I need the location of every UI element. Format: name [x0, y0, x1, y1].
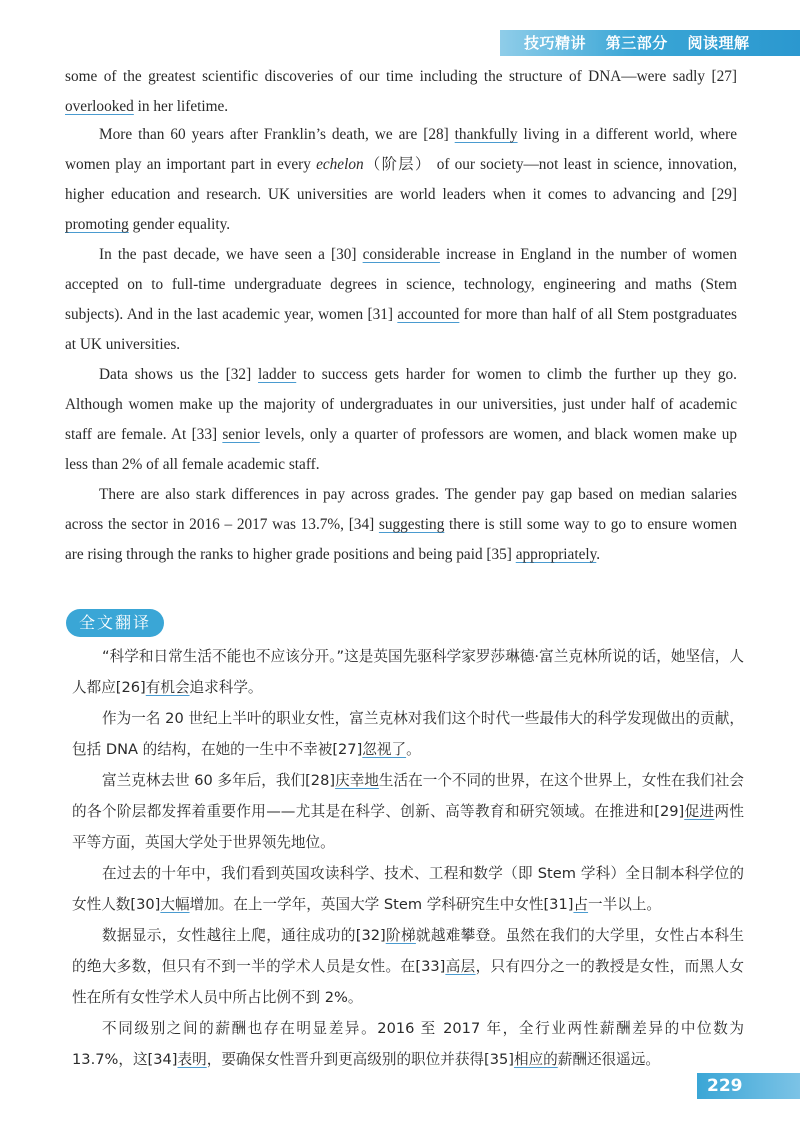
answer-word: 相应的 — [513, 1051, 558, 1068]
chinese-paragraph: 不同级别之间的薪酬也存在明显差异。2016 至 2017 年，全行业两性薪酬差异的中位数为 13.7%，这[34]表明，要确保女性晋升到更高级别的职位并获得[35]相应的薪酬还很遥远。 — [72, 1020, 744, 1068]
answer-word: promoting — [65, 216, 129, 233]
header-item: 第三部分 — [605, 34, 668, 52]
chinese-paragraph: “科学和日常生活不能也不应该分开。”这是英国先驱科学家罗莎琳德·富兰克林所说的话，她坚信，人人都应[26]有机会追求科学。 — [72, 648, 744, 696]
answer-word: 阶梯 — [385, 927, 416, 944]
english-passage-continued — [65, 120, 737, 570]
answer-word: suggesting — [378, 516, 445, 533]
english-passage — [65, 62, 737, 122]
header-item: 阅读理解 — [687, 34, 750, 52]
answer-word: 忽视了 — [362, 741, 407, 758]
answer-word: 大幅 — [160, 896, 190, 913]
section-title-badge: 全文翻译 — [66, 609, 164, 637]
answer-word: appropriately — [515, 546, 597, 563]
chinese-paragraph: 在过去的十年中，我们看到英国攻读科学、技术、工程和数学（即 Stem 学科）全日制本科学位的女性人数[30]大幅增加。在上一学年，英国大学 Stem 学科研究生中女性[31]占一半以上。 — [72, 865, 744, 913]
english-paragraph: There are also stark differences in pay across grades. The gender pay gap based on median salaries across the sector in 2016 – 2017 was 13.7%, [34] suggesting there is still some way to go to ensure women are rising through the ranks to higher grade positions and being paid [35] appropriately. — [65, 486, 738, 563]
answer-word: 占 — [573, 896, 589, 913]
answer-word: ladder — [258, 366, 297, 383]
answer-word: 促进 — [684, 803, 715, 820]
answer-word: accounted — [397, 306, 460, 323]
answer-word: 有机会 — [145, 679, 190, 696]
italic-term: echelon — [316, 156, 364, 173]
chinese-translation — [72, 641, 744, 1075]
chinese-paragraph: 富兰克林去世 60 多年后，我们[28]庆幸地生活在一个不同的世界，在这个世界上，女性在我们社会的各个阶层都发挥着重要作用——尤其是在科学、创新、高等教育和研究领域。在推进和[29]促进两性平等方面，英国大学处于世界领先地位。 — [72, 772, 744, 851]
answer-word: 庆幸地 — [335, 772, 379, 789]
answer-word: overlooked — [65, 98, 134, 115]
english-paragraph: In the past decade, we have seen a [30] considerable increase in England in the number of women accepted on to full-time undergraduate degrees in science, technology, engineering and maths (Stem subjects). And in the last academic year, women [31] accounted for more than half of all Stem postgraduates at UK universities. — [65, 246, 737, 353]
english-paragraph: More than 60 years after Franklin’s death, we are [28] thankfully living in a different world, where women play an important part in every echelon（阶层） of our society—not least in science, innovation, higher education and research. UK universities are world leaders when it comes to advancing and [29] promoting gender equality. — [65, 126, 738, 233]
page-number: 229 — [697, 1073, 800, 1099]
answer-word: considerable — [362, 246, 440, 263]
english-paragraph: some of the greatest scientific discoveries of our time including the structure of DNA—were sadly [27] overlooked in her lifetime. — [65, 68, 737, 115]
chinese-paragraph: 作为一名 20 世纪上半叶的职业女性，富兰克林对我们这个时代一些最伟大的科学发现做出的贡献，包括 DNA 的结构，在她的一生中不幸被[27]忽视了。 — [72, 710, 744, 758]
answer-word: 表明 — [177, 1051, 207, 1068]
header-item: 技巧精讲 — [524, 34, 587, 52]
answer-word: thankfully — [454, 126, 518, 143]
answer-word: senior — [222, 426, 260, 443]
english-paragraph: Data shows us the [32] ladder to success gets harder for women to climb the further up they go. Although women make up the majority of undergraduates in our universities, just under half of academic staff are female. At [33] senior levels, only a quarter of professors are women, and black women make up less than 2% of all female academic staff. — [65, 366, 738, 473]
answer-word: 高层 — [445, 958, 476, 975]
chinese-paragraph: 数据显示，女性越往上爬，通往成功的[32]阶梯就越难攀登。虽然在我们的大学里，女性占本科生的绝大多数，但只有不到一半的学术人员是女性。在[33]高层，只有四分之一的教授是女性，而黑人女性在所有女性学术人员中所占比例不到 2%。 — [72, 927, 744, 1006]
running-header — [524, 32, 764, 53]
